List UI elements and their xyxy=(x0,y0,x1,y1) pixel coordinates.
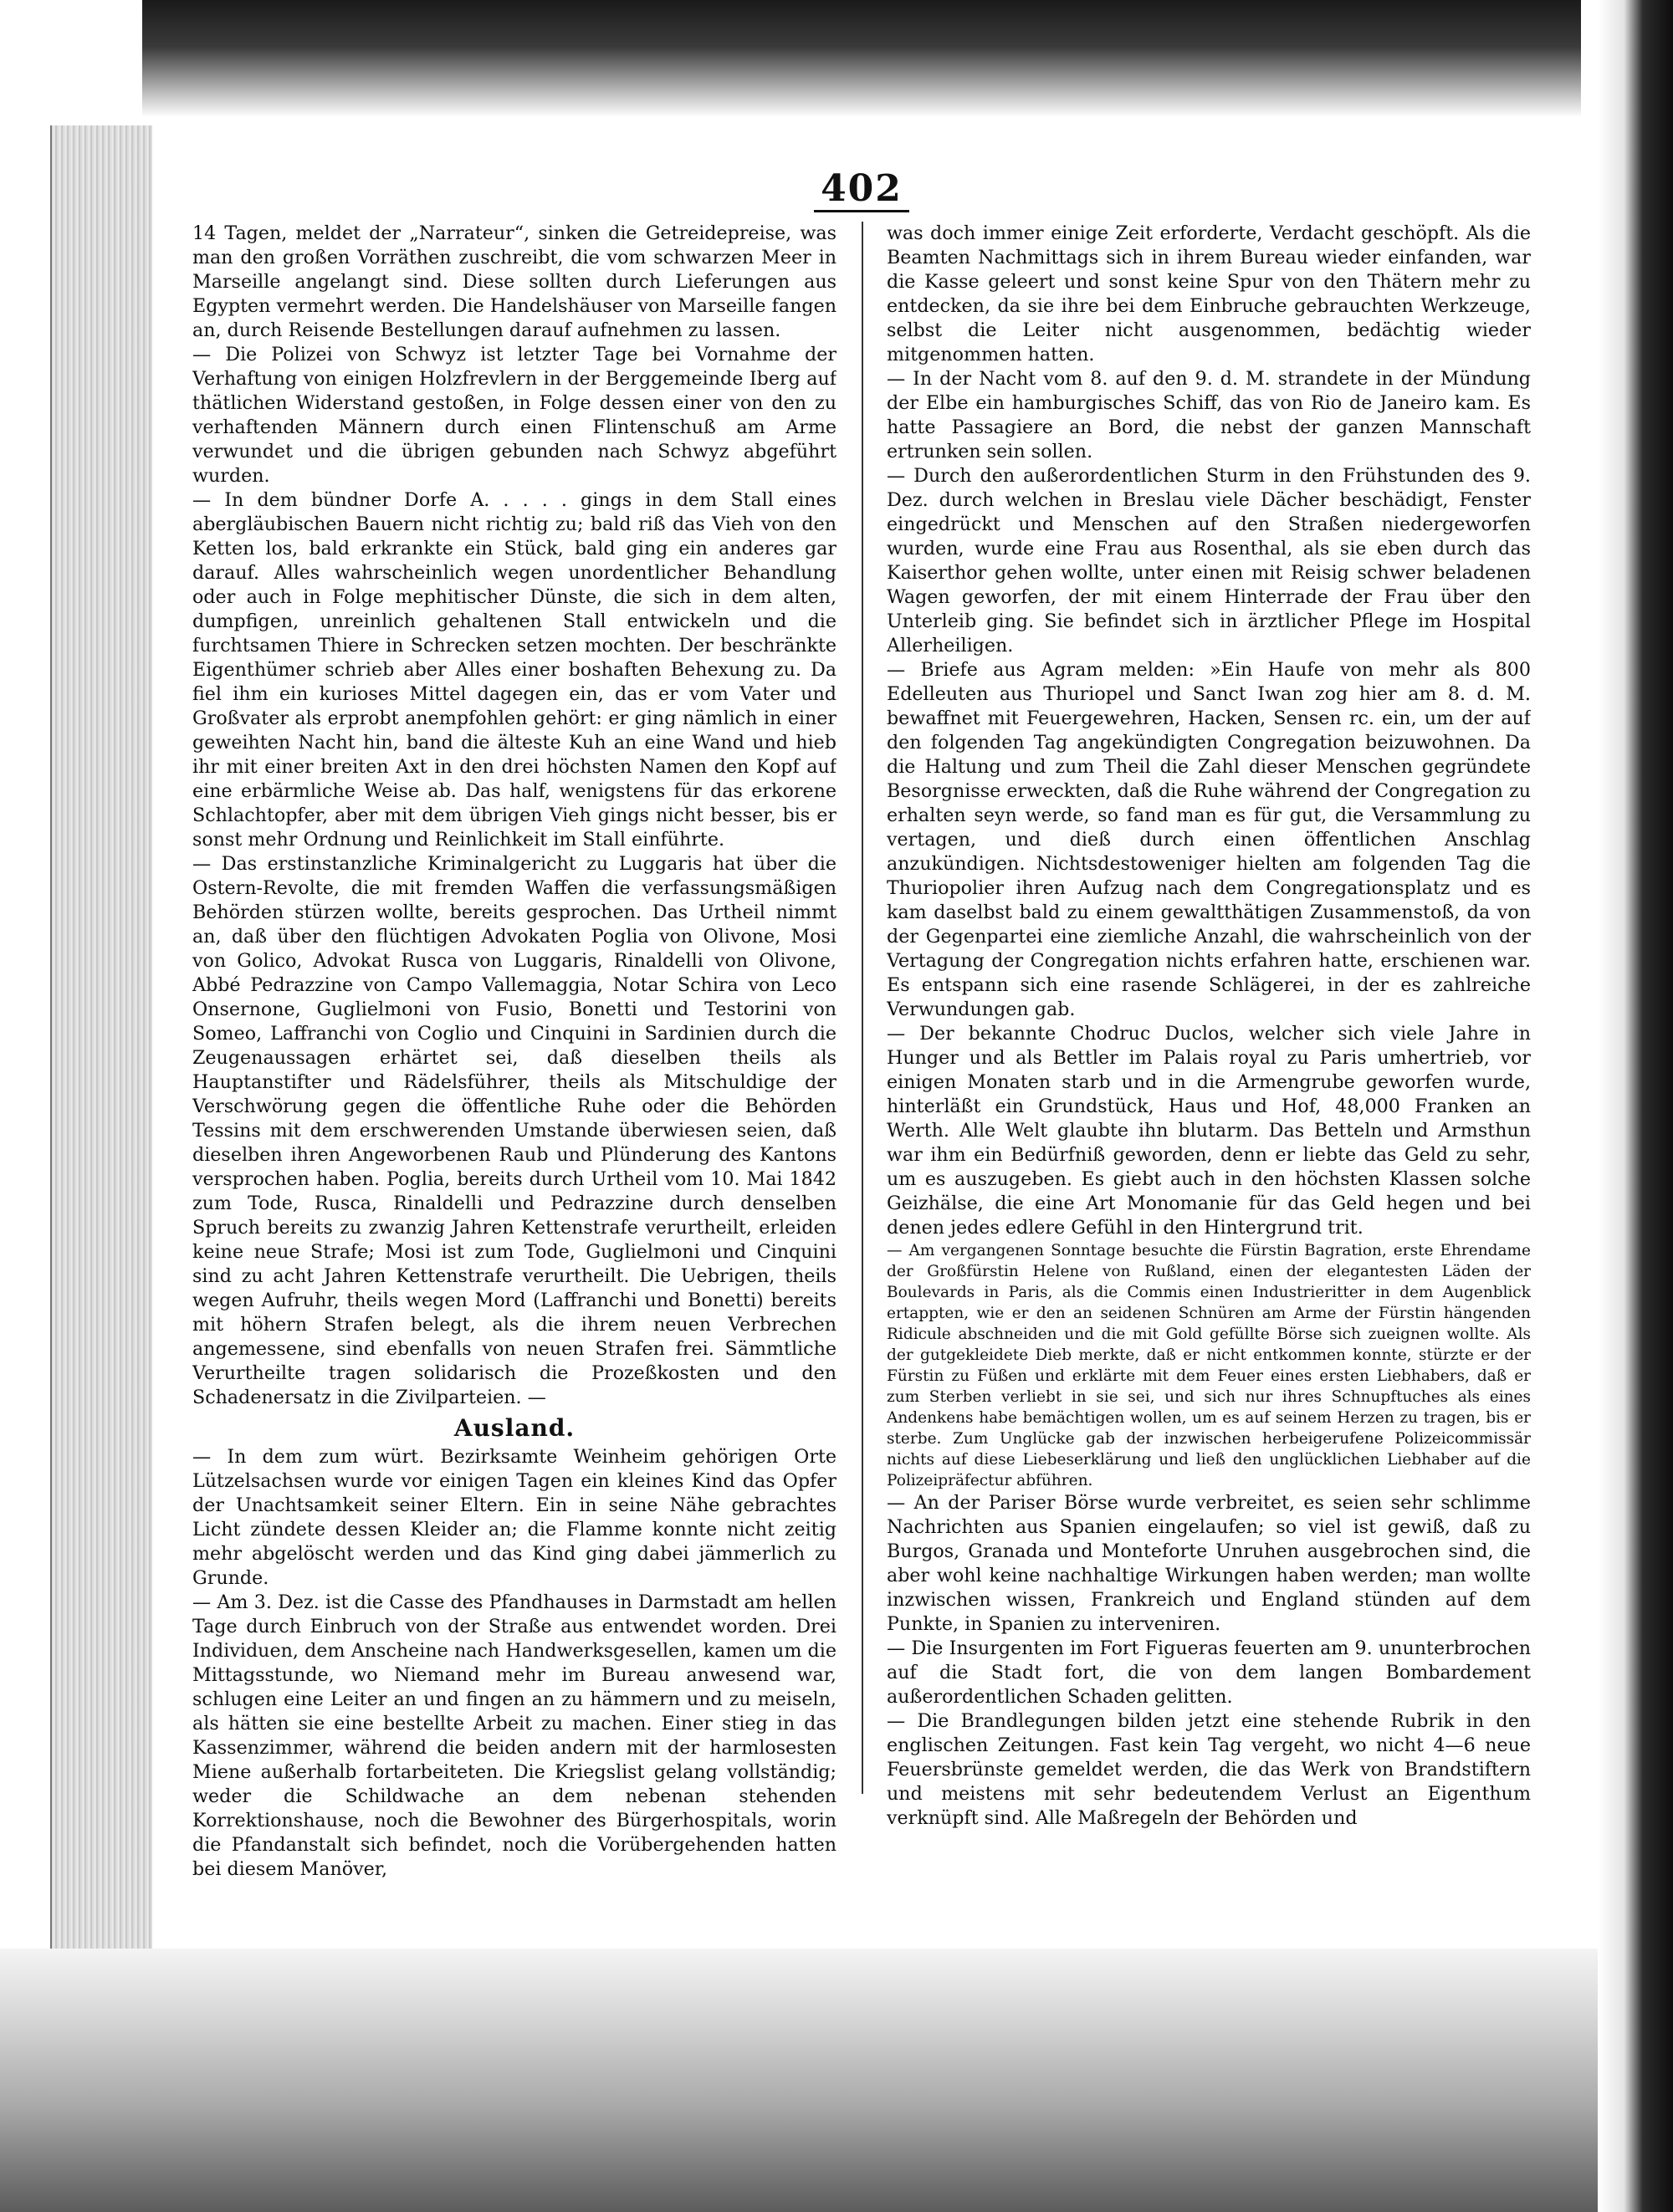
article-paragraph: — Durch den außerordentlichen Sturm in den Frühstunden des 9. Dez. durch welchen in Breslau viele Dächer beschädigt, Fenster eingedrückt und Menschen auf den Straßen niedergeworfen wurden, wurde eine Frau aus Rosenthal, als sie eben durch das Kaiserthor gehen wollte, unter einen mit Reisig schwer beladenen Wagen geworfen, der mit einem Hinterrade der Frau über den Unterleib ging. Sie befindet sich in ärztlicher Pflege im Hospital Allerheiligen. xyxy=(887,465,1531,656)
article-paragraph: 14 Tagen, meldet der „Narrateur“, sinken die Getreidepreise, was man den großen Vorräthen zuschreibt, die vom schwarzen Meer in Marseille angelangt sind. Diese sollten durch Lieferungen aus Egypten vermehrt werden. Die Handelshäuser von Marseille fangen an, durch Reisende Bestellungen darauf aufnehmen zu lassen. xyxy=(192,222,836,341)
article-paragraph: — Der bekannte Chodruc Duclos, welcher sich viele Jahre in Hunger und als Bettler im Palais royal zu Paris umhertrieb, vor einigen Monaten starb und in die Armengrube geworfen wurde, hinterläßt ein Grundstück, Haus und Hof, 48,000 Franken an Werth. Alle Welt glaubte ihn blutarm. Das Betteln und Armsthun war ihm ein Bedürfniß geworden, denn er liebte das Geld zu sehr, um es auszugeben. Es giebt auch in den höchsten Klassen solche Geizhälse, die eine Art Monomanie für das Geld hegen und bei denen jedes edlere Gefühl in den Hintergrund trit. xyxy=(887,1023,1531,1239)
page-number xyxy=(192,167,1531,210)
scan-bottom-edge xyxy=(0,1949,1598,2212)
article-paragraph: — In der Nacht vom 8. auf den 9. d. M. strandete in der Mündung der Elbe ein hamburgisches Schiff, das von Rio de Janeiro kam. Es hatte Passagiere an Bord, die nebst der ganzen Mannschaft ertrunken sein sollen. xyxy=(887,368,1531,462)
article-paragraph: — In dem bündner Dorfe A. . . . . gings in dem Stall eines abergläubischen Bauern nicht richtig zu; bald riß das Vieh von den Ketten los, bald erkrankte ein Stück, bald ging ein anderes gar darauf. Alles wahrscheinlich wegen unordentlicher Behandlung oder auch in Folge mephitischer Dünste, die sich in dem alten, dumpfigen, unreinlich gehaltenen Stall entwickeln und die furchtsamen Thiere in Schrecken setzen mochten. Der beschränkte Eigenthümer schrieb aber Alles einer boshaften Behexung zu. Da fiel ihm ein kurioses Mittel dagegen ein, das er vom Vater und Großvater als erprobt anempfohlen gehört: er ging nämlich in einer geweihten Nacht hin, band die älteste Kuh an eine Wand und hieb ihr mit einer breiten Axt in den drei höchsten Namen den Kopf auf eine erbärmliche Weise ab. Das half, wenigstens für das erkorene Schlachtopfer, aber mit dem übrigen Vieh gings nicht besser, bis er sonst mehr Ordnung und Reinlichkeit im Stall einführte. xyxy=(192,489,836,851)
right-column xyxy=(887,222,1531,1911)
article-paragraph: was doch immer einige Zeit erforderte, Verdacht geschöpft. Als die Beamten Nachmittags sich in ihrem Bureau wieder einfanden, war die Kasse geleert und sonst keine Spur von den Thätern mehr zu entdecken, da sie ihre bei dem Einbruche gebrauchten Werkzeuge, selbst die Leiter nicht ausgenommen, bedächtig wieder mitgenommen hatten. xyxy=(887,222,1531,365)
article-paragraph-small-print: — Am vergangenen Sonntage besuchte die Fürstin Bagration, erste Ehrendame der Großfürstin Helene von Rußland, einen der elegantesten Läden der Boulevards in Paris, als die Commis einen Industrieritter in dem Augenblick ertappten, wie er den an seidenen Schnüren am Arme der Fürstin hängenden Ridicule abschneiden und die mit Gold gefüllte Börse sich zueignen wollte. Als der gutgekleidete Dieb merkte, daß er nicht entkommen konnte, stürzte er der Fürstin zu Füßen und erklärte mit dem Feuer eines ersten Liebhabers, daß er zum Sterben verliebt in sie sei, und sich nur ihres Schnupftuches als eines Andenkens habe bemächtigen wollen, um es auf seinem Herzen zu tragen, bis er sterbe. Zum Unglücke gab der inzwischen herbeigerufene Polizeicommissär nichts auf diese Liebeserklärung und ließ den unglücklichen Liebhaber auf die Polizeipräfectur abführen. xyxy=(887,1242,1531,1489)
scan-page-stack-left xyxy=(50,125,152,1949)
article-paragraph: — An der Pariser Börse wurde verbreitet, es seien sehr schlimme Nachrichten aus Spanien eingelaufen; so viel ist gewiß, daß zu Burgos, Granada und Monteforte Unruhen ausgebrochen sind, die aber wohl keine nachhaltige Wirkungen haben werden; man wollte inzwischen wissen, Frankreich und England stünden auf dem Punkte, in Spanien zu interveniren. xyxy=(887,1492,1531,1635)
page-number-text: 402 xyxy=(814,167,909,212)
left-column xyxy=(192,222,836,1911)
article-paragraph: — Die Polizei von Schwyz ist letzter Tage bei Vornahme der Verhaftung von einigen Holzfrevlern in der Berggemeinde Iberg auf thätlichen Widerstand gestoßen, in Folge dessen einer von den zu verhaftenden Männern durch einen Flintenschuß am Arme verwundet und die übrigen gebunden nach Schwyz abgeführt wurden. xyxy=(192,344,836,487)
column-divider xyxy=(862,222,863,1794)
newspaper-page xyxy=(192,159,1531,1932)
section-heading-ausland: Ausland. xyxy=(453,1414,576,1442)
article-paragraph: — Die Insurgenten im Fort Figueras feuerten am 9. ununterbrochen auf die Stadt fort, die von dem langen Bombardement außerordentlichen Schaden gelitten. xyxy=(887,1637,1531,1708)
article-paragraph: — Das erstinstanzliche Kriminalgericht zu Luggaris hat über die Ostern-Revolte, die mit fremden Waffen die verfassungsmäßigen Behörden stürzen wollte, bereits gesprochen. Das Urtheil nimmt an, daß über den flüchtigen Advokaten Poglia von Olivone, Mosi von Golico, Advokat Rusca von Luggaris, Rinaldelli von Olivone, Abbé Pedrazzine von Campo Vallemaggia, Notar Schira von Leco Onsernone, Guglielmoni von Fusio, Bonetti und Testorini von Someo, Laffranchi von Coglio und Cinquini in Sardinien durch die Zeugenaussagen erhärtet sei, daß dieselben theils als Hauptanstifter und Rädelsführer, theils als Mitschuldige der Verschwörung gegen die öffentliche Ruhe oder die Behörden Tessins mit dem erschwerenden Umstande überwiesen seien, daß dieselben ihren Angeworbenen Raub und Plünderung des Kantons versprochen haben. Poglia, bereits durch Urtheil vom 10. Mai 1842 zum Tode, Rusca, Rinaldelli und Pedrazzine durch denselben Spruch bereits zu zwanzig Jahren Kettenstrafe verurtheilt, erleiden keine neue Strafe; Mosi ist zum Tode, Guglielmoni und Cinquini sind zu acht Jahren Kettenstrafe verurtheilt. Die Uebrigen, theils wegen Aufruhr, theils wegen Mord (Laffranchi und Bonetti) bereits mit höhern Strafen belegt, als die ihrem neuen Verbrechen angemessene, sind ebenfalls von neuen Strafen frei. Sämmtliche Verurtheilte tragen solidarisch die Prozeßkosten und den Schadenersatz in die Zivilparteien. — xyxy=(192,853,836,1408)
article-paragraph: — Am 3. Dez. ist die Casse des Pfandhauses in Darmstadt am hellen Tage durch Einbruch von der Straße aus entwendet worden. Drei Individuen, dem Anscheine nach Handwerksgesellen, kamen um die Mittagsstunde, wo Niemand mehr im Bureau anwesend war, schlugen eine Leiter an und fingen an zu hämmern und zu meiseln, als hätten sie eine bestellte Arbeit zu machen. Einer stieg in das Kassenzimmer, während die beiden andern mit der harmlosesten Miene außerhalb fortarbeiteten. Die Kriegslist gelang vollständig; weder die Schildwache an dem nebenan stehenden Korrektionshause, noch die Bewohner des Bürgerhospitals, worin die Pfandanstalt sich befindet, noch die Vorübergehenden hatten bei diesem Manöver, xyxy=(192,1591,836,1880)
scan-top-edge xyxy=(142,0,1581,117)
article-paragraph: — Die Brandlegungen bilden jetzt eine stehende Rubrik in den englischen Zeitungen. Fast kein Tag vergeht, wo nicht 4—6 neue Feuersbrünste gemeldet werden, die das Werk von Brandstiftern und meistens mit sehr bedeutendem Verlust an Eigenthum verknüpft sind. Alle Maßregeln der Behörden und xyxy=(887,1710,1531,1829)
article-paragraph: — Briefe aus Agram melden: »Ein Haufe von mehr als 800 Edelleuten aus Thuriopel und Sanct Iwan zog hier am 8. d. M. bewaffnet mit Feuergewehren, Hacken, Sensen rc. ein, um der auf den folgenden Tag angekündigten Congregation beizuwohnen. Da die Haltung und zum Theil die Zahl dieser Menschen gegründete Besorgnisse erweckten, daß die Ruhe während der Congregation zu erhalten seyn werde, so fand man es für gut, die Versammlung zu vertagen, und dieß durch einen öffentlichen Anschlag anzukündigen. Nichtsdestoweniger hielten am folgenden Tag die Thuriopolier ihren Aufzug nach dem Congregationsplatz und es kam daselbst bald zu einem gewaltthätigen Zusammenstoß, da von der Gegenpartei eine ziemliche Anzahl, die wahrscheinlich von der Vertagung der Congregation nichts erfahren hatte, erschienen war. Es entspann sich eine rasende Schlägerei, in der es zahlreiche Verwundungen gab. xyxy=(887,659,1531,1020)
scan-right-edge xyxy=(1598,0,1673,2212)
article-paragraph: — In dem zum würt. Bezirksamte Weinheim gehörigen Orte Lützelsachsen wurde vor einigen Tagen ein kleines Kind das Opfer der Unachtsamkeit seiner Eltern. Ein in seine Nähe gebrachtes Licht zündete dessen Kleider an; die Flamme konnte nicht zeitig mehr abgelöscht werden und das Kind ging dabei jämmerlich zu Grunde. xyxy=(192,1446,836,1589)
